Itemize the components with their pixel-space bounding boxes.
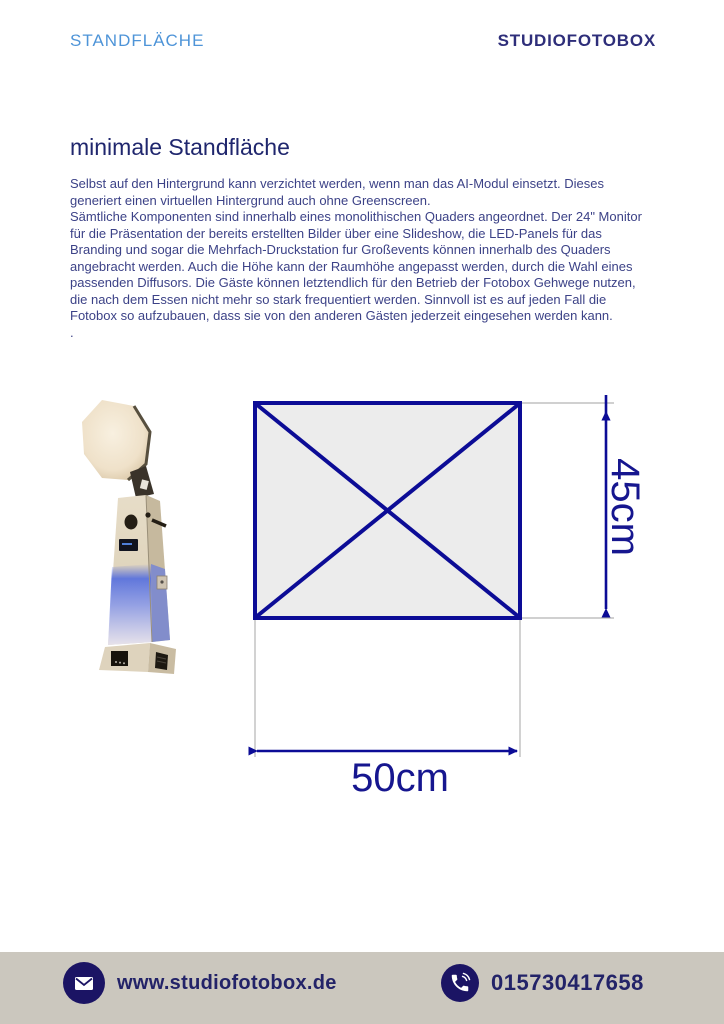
section-label: STANDFLÄCHE [70, 31, 205, 50]
side-plaque [157, 576, 167, 589]
floor-plan-diagram [240, 395, 724, 807]
paragraph: . [70, 324, 74, 340]
softbox-diffuser [82, 400, 150, 480]
body-copy [70, 176, 652, 341]
height-label: 45cm [603, 458, 647, 556]
width-label: 50cm [351, 756, 449, 800]
fotobox-tower [108, 495, 170, 645]
footprint-rect [255, 403, 520, 618]
paragraph: Selbst auf den Hintergrund kann verzichtet werden, wenn man das AI-Modul einsetzt. Dieses generiert einen virtuellen Hintergrund auch ohne Greenscreen. [70, 176, 605, 208]
footer-bar [0, 952, 724, 1024]
phone-icon [441, 964, 479, 1002]
tower-base [99, 643, 176, 674]
website-url[interactable]: www.studiofotobox.de [117, 971, 337, 994]
brand-wordmark: STUDIOFOTOBOX [497, 31, 656, 50]
photobooth-photo [72, 392, 200, 677]
flash-hole [145, 512, 150, 517]
touchscreen [119, 539, 138, 551]
page-title: minimale Standfläche [70, 134, 290, 160]
camera-lens [125, 515, 138, 530]
paragraph: Sämtliche Komponenten sind innerhalb eines monolithischen Quaders angeordnet. Der 24" Monitor für die Präsentation der bereits erstellten Bilder über eine Slideshow, die LED-Panels für das Branding und sogar die Mehrfach-Druckstation fur Großevents können innerhalb des Quaders angebracht werden. Auch die Höhe kann der Raumhöhe angepasst werden, durch die Wahl eines passenden Diffusors. Die Gäste können letztendlich für den Betrieb der Fotobox Gehwege nutzen, die nach dem Essen nicht mehr so stark frequentiert werden. Sinnvoll ist es auf jeden Fall die Fotobox so aufzubauen, dass sie von den anderen Gästen jederzeit eingesehen werden kann. [70, 209, 642, 323]
website-contact[interactable] [63, 962, 337, 1004]
phone-contact[interactable] [441, 964, 644, 1002]
phone-number[interactable]: 015730417658 [491, 970, 644, 995]
mail-icon [63, 962, 105, 1004]
